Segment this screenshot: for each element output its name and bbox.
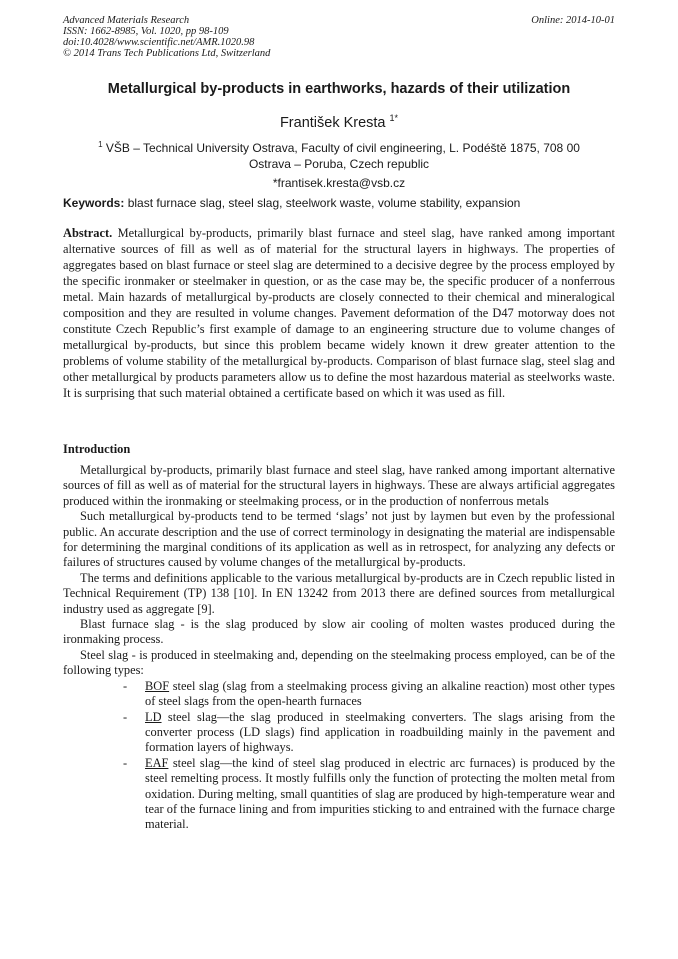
list-dash: - [123,755,128,770]
affiliation-superscript: 1 [98,140,103,149]
paper-title: Metallurgical by-products in earthworks, hazards of their utilization [107,81,571,97]
section-heading-introduction: Introduction [63,442,131,456]
paragraph: The terms and definitions applicable to the various metallurgical by-products are in Czech republic listed in Technical Requirement (TP) 138 [10]. In EN 13242 from 2013 there are defined sources from metallurgical industry used as aggregate [9]. [63,570,615,616]
issn-line: ISSN: 1662-8985, Vol. 1020, pp 98-109 [63,26,229,37]
abstract-text: Metallurgical by-products, primarily blast furnace and steel slag, have ranked among important alternative sources of fill as well as of material for the structural layers in highways. The properties of aggregates based on blast furnace or steel slag are determined to a decisive degree by the process employed by the specific ironmaker or steelmaker in question, or as the case may be, the specific producer of a nonferrous metal. Main hazards of metallurgical by-products are closely connected to their chemical and mineralogical composition and they are resulted in volume changes. Pavement deformation of the D47 motorway does not constitute Czech Republic’s first example of damage to an engineering structure due to volume changes of metallurgical by-products, but since this problem became widely known it drew greater attention to the problems of volume stability of the metallurgical by-products. Comparison of blast furnace slag, steel slag and other metallurgical by products parameters allow us to define the most hazardous material as steelworks waste. It is surprising that such material obtained a certificate based on which it was used as fill. [63,226,615,400]
journal-name: Advanced Materials Research [63,15,190,26]
list-item [63,756,615,833]
list-text: steel slag—the slag produced in steelmaking converters. The slags arising from the converter process (LD slags) find application in roadbuilding mainly in the pavement and formation layers of highways. [145,709,615,755]
list-item [63,710,615,756]
list-dash: - [123,709,128,724]
paragraph: Such metallurgical by-products tend to be termed ‘slags’ not just by laymen but even by the professional public. An accurate description and the use of correct terminology in designating the material are indispensable for determining the marginal conditions of its application as well as in retrospect, for analyzing any defects or failures of structures caused by volume changes of the metallurgical by-products. [63,509,615,570]
abstract [63,226,615,401]
copyright-line: © 2014 Trans Tech Publications Ltd, Switzerland [63,48,271,59]
list-dash: - [123,678,128,693]
author-email: *frantisek.kresta@vsb.cz [272,176,406,190]
affiliation-text: VŠB – Technical University Ostrava, Faculty of civil engineering, L. Podéště 1875, 708 00 Ostrava – Poruba, Czech republic [105,141,580,171]
keywords-line [63,196,615,210]
author-name: František Kresta [279,114,386,131]
affiliation [78,137,600,172]
list-text: steel slag (slag from a steelmaking process giving an alkaline reaction) most other types of steel slags from the open-hearth furnaces [145,678,615,709]
steel-slag-type-list [63,679,615,833]
list-term: BOF [145,678,170,693]
list-text: steel slag—the kind of steel slag produced in electric arc furnaces) is produced by the steel remelting process. It mostly fulfills only the function of protecting the molten metal from oxidation. During melting, small quantities of slag are produced by high-temperature wear and tear of the furnace lining and from impurities sticking to and entrained with the furnace charge material. [145,755,615,832]
doi-line: doi:10.4028/www.scientific.net/AMR.1020.98 [63,37,255,48]
list-term: EAF [145,755,169,770]
abstract-label: Abstract. [63,226,113,240]
paragraph: Metallurgical by-products, primarily blast furnace and steel slag, have ranked among important alternative sources of fill as well as of material for the structural layers in highways. These are always artificial aggregates produced within the ironmaking or steelmaking process, or in the production of nonferrous metals [63,463,615,508]
list-term: LD [145,709,162,724]
online-date: Online: 2014-10-01 [531,15,615,26]
author-superscript: 1* [389,113,399,123]
keywords-text: blast furnace slag, steel slag, steelwork waste, volume stability, expansion [127,196,521,210]
list-item [63,679,615,710]
paragraph: Steel slag - is produced in steelmaking and, depending on the steelmaking process employed, can be of the following types: [63,647,615,678]
author-line [63,113,615,131]
keywords-label: Keywords: [63,196,125,210]
introduction-body [63,463,615,833]
journal-header [63,15,615,59]
paragraph: Blast furnace slag - is the slag produced by slow air cooling of molten wastes produced during the ironmaking process. [63,617,615,647]
